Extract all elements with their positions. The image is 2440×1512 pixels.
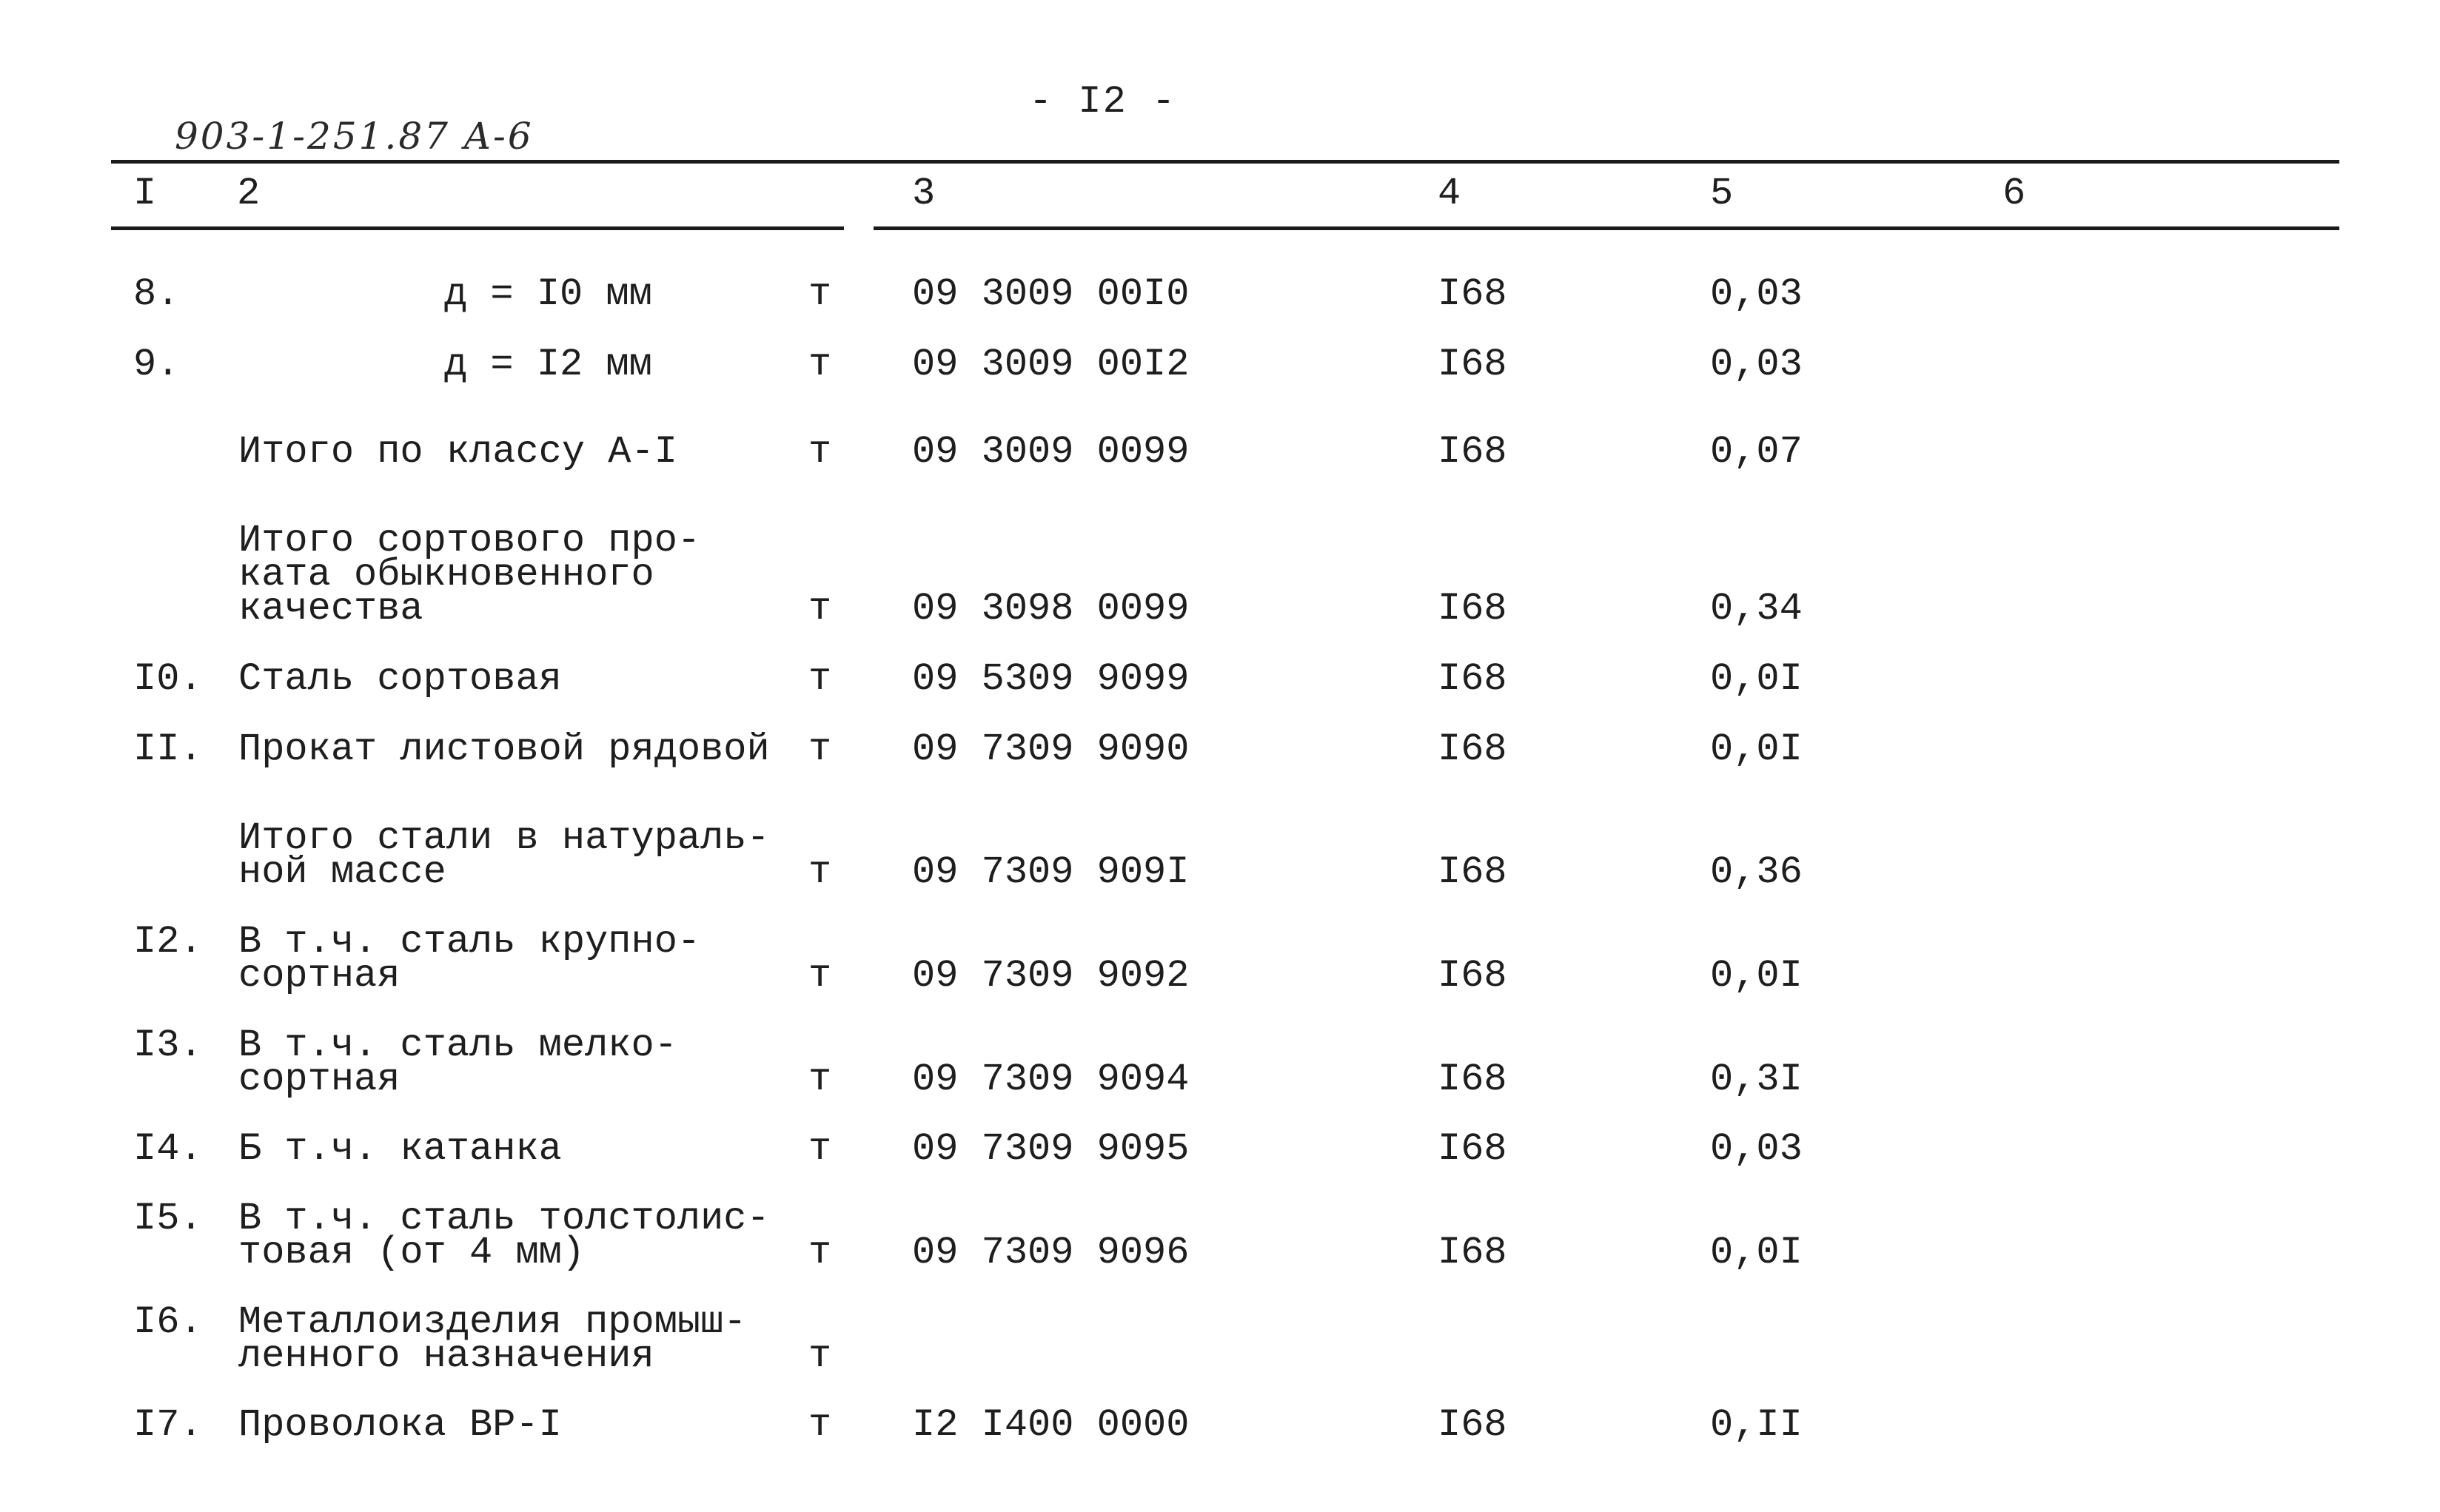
row-unit: т [808,587,832,631]
table-header-rule [111,226,2339,230]
row-unit: т [808,1403,832,1447]
row-col4: I68 [1438,850,1507,894]
row-name: Итого стали в натураль- ной массе [238,816,770,894]
row-code: 09 5309 9099 [912,657,1190,701]
page-number: - I2 - [1029,80,1177,124]
row-unit: т [808,728,832,771]
row-col5: 0,03 [1710,1127,1803,1171]
row-code: 09 7309 9096 [912,1231,1190,1274]
row-name: Проволока ВР-I [238,1403,562,1447]
row-col5: 0,34 [1710,587,1803,631]
row-unit: т [808,657,832,701]
column-header-6: 6 [2002,172,2026,215]
row-name: Б т.ч. катанка [238,1127,562,1171]
row-col5: 0,0I [1710,657,1803,701]
row-name: В т.ч. сталь крупно- сортная [238,920,701,998]
row-col4: I68 [1438,1058,1507,1101]
row-code: 09 7309 909I [912,850,1190,894]
row-code: 09 3098 0099 [912,587,1190,631]
row-col4: I68 [1438,1127,1507,1171]
row-code: 09 3009 00I0 [912,272,1190,316]
row-number: I7. [133,1403,203,1447]
row-unit: т [808,430,832,474]
row-number: 8. [133,272,180,316]
row-col5: 0,36 [1710,850,1803,894]
row-number: 9. [133,343,180,386]
table-top-rule [111,160,2339,164]
row-col4: I68 [1438,954,1507,998]
row-unit: т [808,1334,832,1378]
row-name: В т.ч. сталь толстолис- товая (от 4 мм) [238,1197,770,1274]
document-code: 903-1-251.87 A-6 [175,115,534,158]
row-code: 09 7309 9090 [912,728,1190,771]
row-number: I6. [133,1300,203,1344]
row-col4: I68 [1438,657,1507,701]
row-unit: т [808,272,832,316]
row-code: 09 7309 9095 [912,1127,1190,1171]
row-name: Сталь сортовая [238,657,562,701]
row-name: Прокат листовой рядовой [238,728,770,771]
row-number: II. [133,728,203,771]
row-code: 09 3009 00I2 [912,343,1190,386]
row-name: В т.ч. сталь мелко- сортная [238,1024,677,1101]
row-name: д = I0 мм [444,272,652,316]
row-col5: 0,03 [1710,343,1803,386]
row-name: Итого по классу А-I [238,430,677,474]
row-code: 09 7309 9094 [912,1058,1190,1101]
row-number: I4. [133,1127,203,1171]
row-name: Металлоизделия промыш- ленного назначения [238,1300,747,1378]
row-col5: 0,0I [1710,954,1803,998]
column-header-3: 3 [912,172,936,215]
row-name: Итого сортового про- ката обыкновенного качества [238,519,701,631]
row-col4: I68 [1438,430,1507,474]
row-code: I2 I400 0000 [912,1403,1190,1447]
row-code: 09 7309 9092 [912,954,1190,998]
row-unit: т [808,1058,832,1101]
row-unit: т [808,1231,832,1274]
row-unit: т [808,1127,832,1171]
row-col5: 0,3I [1710,1058,1803,1101]
column-header-1: I [133,172,157,215]
row-col4: I68 [1438,728,1507,771]
row-col5: 0,0I [1710,728,1803,771]
row-unit: т [808,343,832,386]
row-code: 09 3009 0099 [912,430,1190,474]
column-header-5: 5 [1710,172,1734,215]
row-unit: т [808,954,832,998]
row-name: д = I2 мм [444,343,652,386]
row-col4: I68 [1438,1403,1507,1447]
row-number: I0. [133,657,203,701]
table-header-rule-gap [844,224,874,234]
row-col4: I68 [1438,587,1507,631]
row-number: I2. [133,920,203,964]
column-header-4: 4 [1438,172,1461,215]
column-header-2: 2 [237,172,261,215]
row-number: I3. [133,1024,203,1067]
row-number: I5. [133,1197,203,1240]
row-col5: 0,07 [1710,430,1803,474]
row-col5: 0,03 [1710,272,1803,316]
row-col4: I68 [1438,1231,1507,1274]
row-col4: I68 [1438,343,1507,386]
row-col5: 0,II [1710,1403,1803,1447]
row-col5: 0,0I [1710,1231,1803,1274]
row-col4: I68 [1438,272,1507,316]
row-unit: т [808,850,832,894]
